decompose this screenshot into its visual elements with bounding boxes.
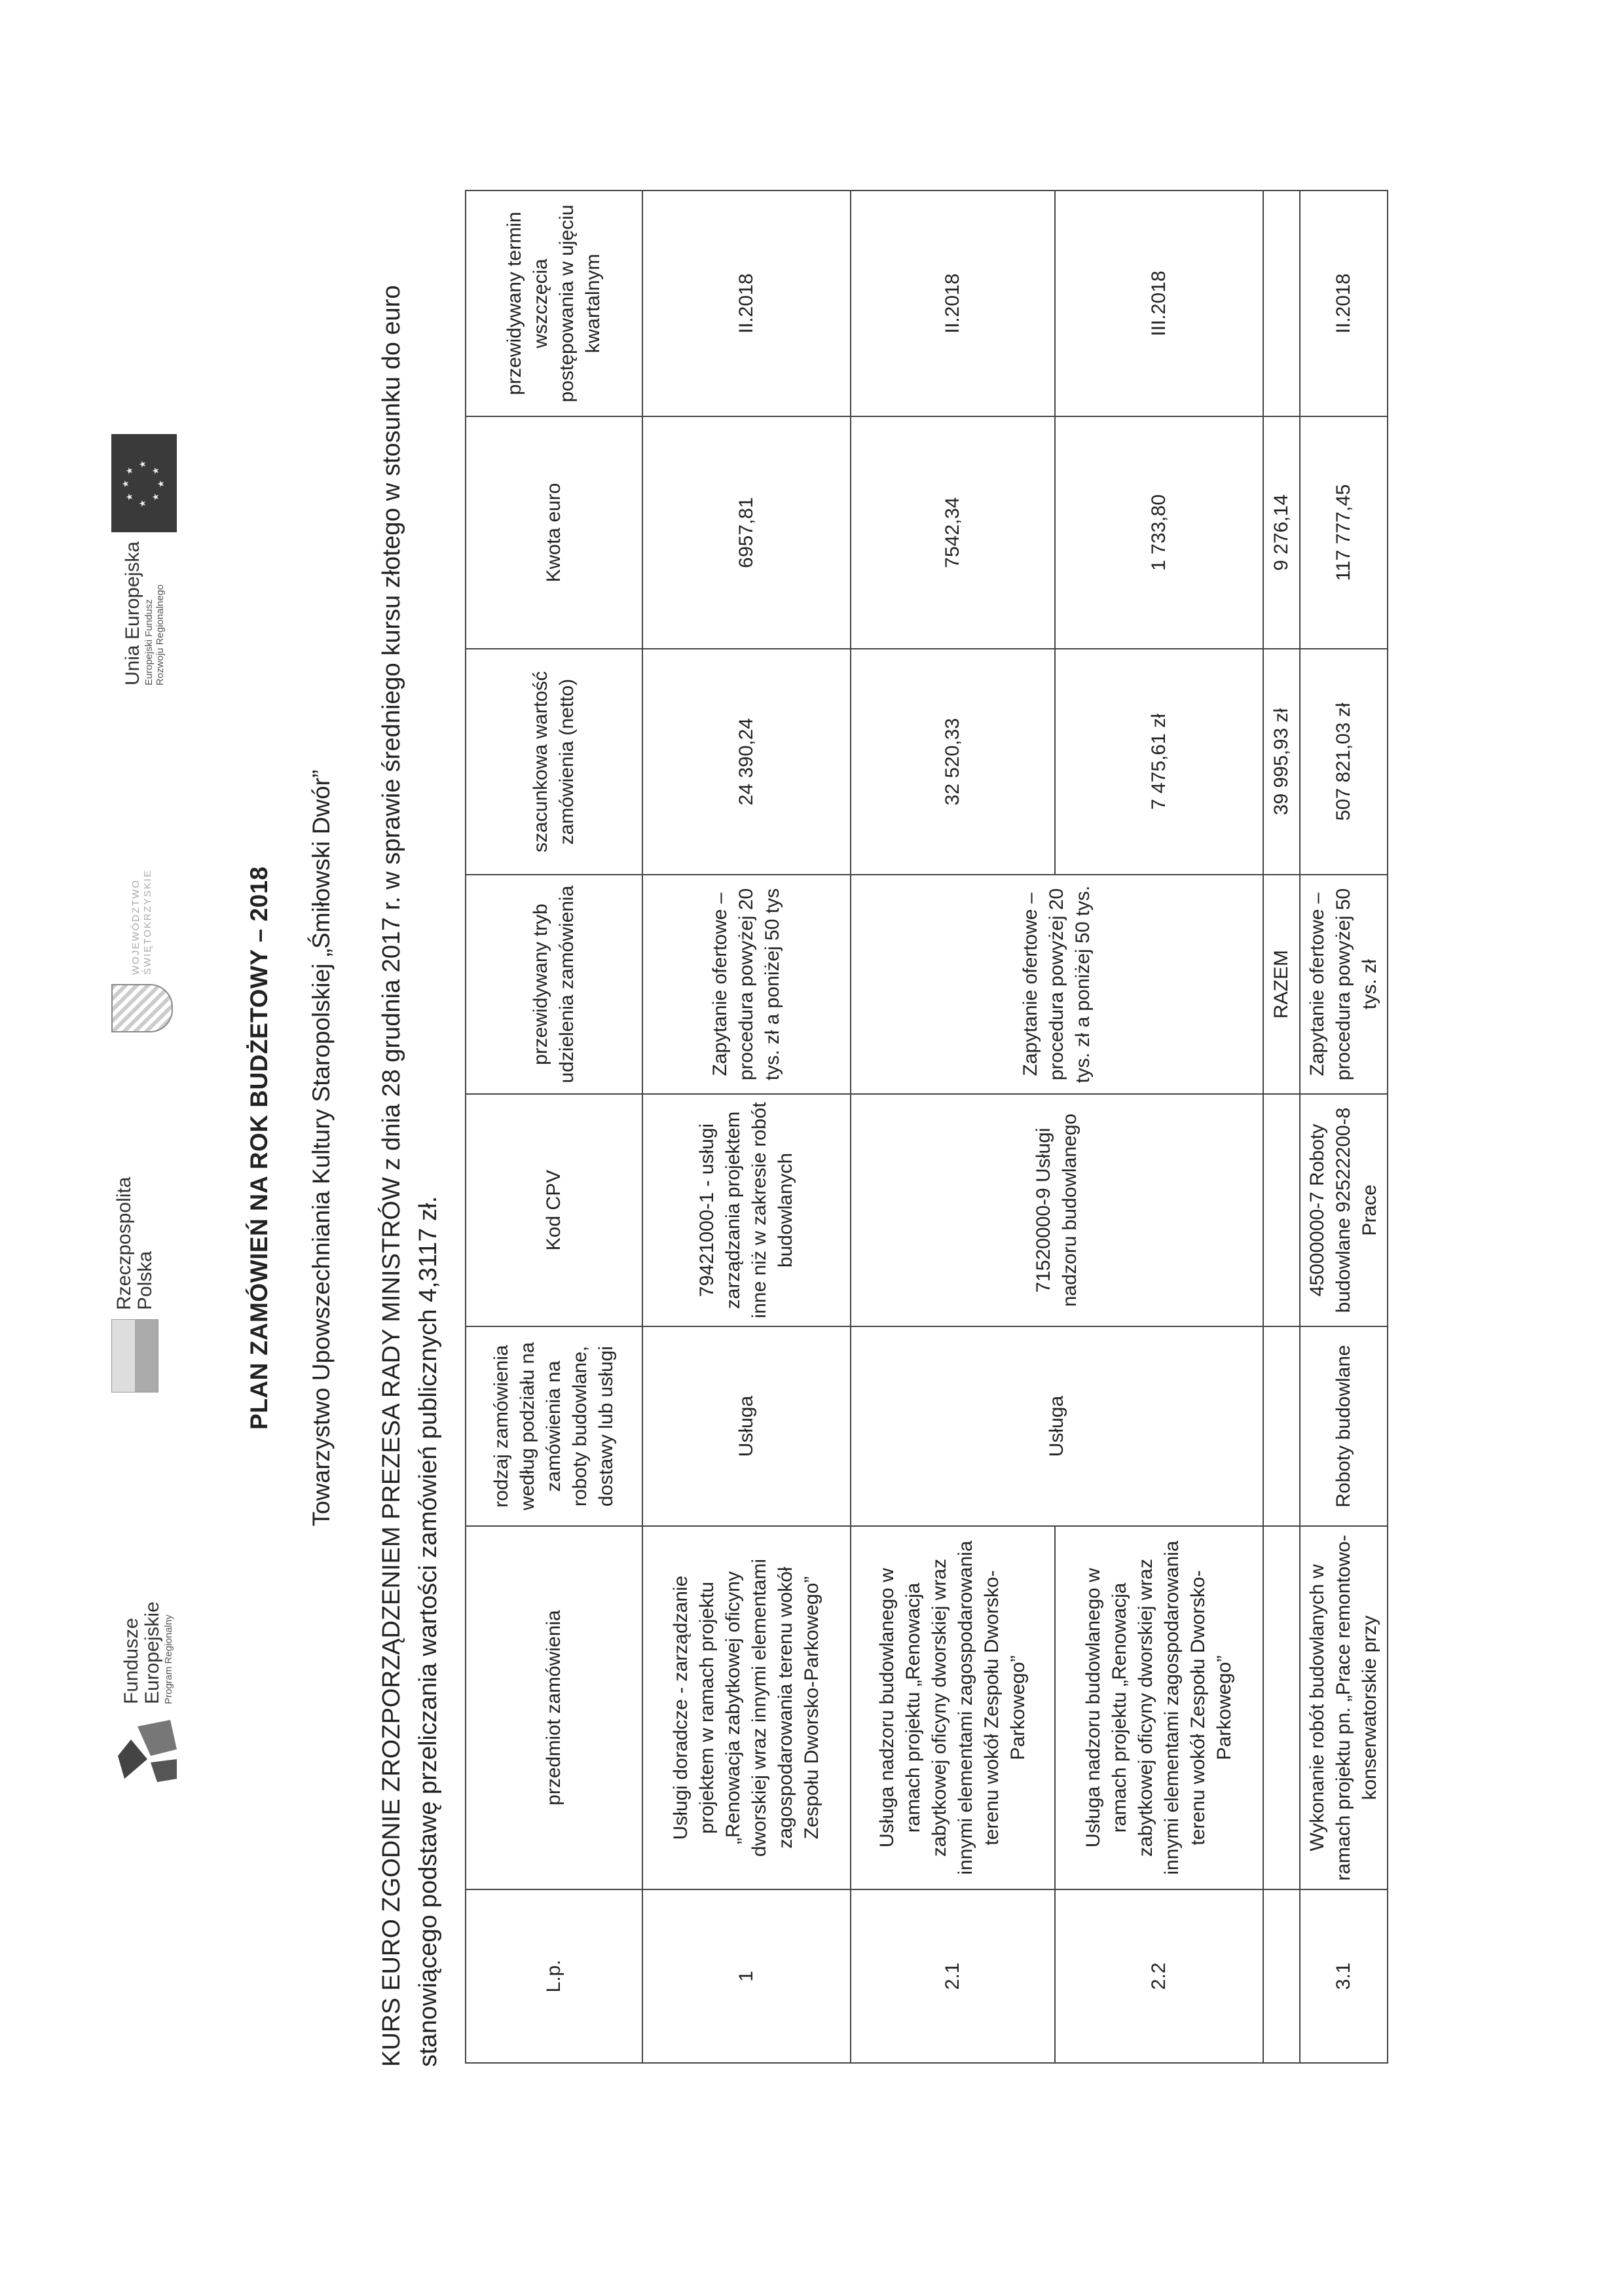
razem-empty-5: [1263, 191, 1300, 416]
eu-flag-icon: ★ ★ ★ ★ ★ ★ ★ ★: [111, 434, 177, 532]
fe-sub: Program Regionalny: [162, 1614, 174, 1704]
fe-star-icon: [111, 1713, 183, 1785]
header-wartosc: szacunkowa wartość zamówienia (netto): [466, 649, 642, 875]
row1-rodzaj: Usługa: [642, 1326, 851, 1526]
razem-row: [1263, 191, 1300, 2063]
header-cpv: Kod CPV: [466, 1094, 642, 1326]
row31-cpv: 45000000-7 Roboty budowlane 92522200-8 Prace: [1300, 1094, 1388, 1326]
row31-tryb: Zapytanie ofertowe – procedura powyżej 50 tys. zł: [1300, 875, 1388, 1094]
logo-row: [111, 345, 216, 1785]
table-header-row: [466, 191, 642, 2063]
rp-line2: Polska: [134, 1250, 156, 1310]
row31-euro: 117 777,45: [1300, 416, 1388, 649]
row21-wartosc: 32 520,33: [851, 649, 1055, 875]
wojewodztwo-logo: [111, 869, 173, 1032]
row31-wartosc: 507 821,03 zł: [1300, 649, 1388, 875]
razem-empty-3: [1263, 1326, 1300, 1526]
ue-sub2: Rozwoju Regionalnego: [155, 584, 166, 685]
row22-wartosc: 7 475,61 zł: [1055, 649, 1263, 875]
page-subtitle: Towarzystwo Upowszechniania Kultury Staropolskiej „Śmiłowski Dwór”: [308, 769, 335, 1527]
coat-of-arms-icon: [111, 984, 173, 1032]
row22-lp: 2.2: [1055, 1889, 1263, 2063]
woj-line2: ŚWIĘTOKRZYSKIE: [142, 869, 153, 975]
row21-euro: 7542,34: [851, 416, 1055, 649]
header-tryb: przewidywany tryb udzielenia zamówienia: [466, 875, 642, 1094]
table-row: [1300, 191, 1388, 2063]
row1-euro: 6957,81: [642, 416, 851, 649]
row31-przedmiot: Wykonanie robót budowlanych w ramach projektu pn. „Prace remontowo-konserwatorskie przy: [1300, 1526, 1388, 1889]
row1-tryb: Zapytanie ofertowe – procedura powyżej 20 tys. zł a poniżej 50 tys: [642, 875, 851, 1094]
ue-sub1: Europejski Fundusz: [143, 599, 155, 685]
row31-rodzaj: Roboty budowlane: [1300, 1326, 1388, 1526]
razem-empty-1: [1263, 1889, 1300, 2063]
row1-wartosc: 24 390,24: [642, 649, 851, 875]
row21-termin: II.2018: [851, 191, 1055, 416]
woj-line1: WOJEWÓDZTWO: [130, 879, 141, 975]
header-lp: L.p.: [466, 1889, 642, 2063]
row22-termin: III.2018: [1055, 191, 1263, 416]
razem-empty-2: [1263, 1526, 1300, 1889]
razem-wartosc: 39 995,93 zł: [1263, 649, 1300, 875]
rp-line1: Rzeczpospolita: [113, 1176, 135, 1310]
fe-line1: Fundusze: [120, 1618, 142, 1704]
exchange-rate-note: KURS EURO ZGODNIE ZROZPORZĄDZENIEM PREZESA RADY MINISTRÓW z dnia 28 grudnia 2017 r. w sprawie średniego kursu złotego w stosunku do euro stanowiącego podstawę przeliczania wartości zamówień publicznych 4,3117 zł.: [378, 285, 442, 2067]
row2-tryb: Zapytanie ofertowe – procedura powyżej 20 tys. zł a poniżej 50 tys.: [851, 875, 1263, 1094]
header-euro: Kwota euro: [466, 416, 642, 649]
row2-rodzaj: Usługa: [851, 1326, 1263, 1526]
row1-cpv: 79421000-1 - usługi zarządzania projektem inne niż w zakresie robót budowlanych: [642, 1094, 851, 1326]
row21-przedmiot: Usługa nadzoru budowlanego w ramach projektu „Renowacja zabytkowej oficyny dworskiej wraz innymi elementami zagospodarowania terenu wokół Zespołu Dworsko-Parkowego”: [851, 1526, 1055, 1889]
fe-line2: Europejskie: [141, 1601, 163, 1704]
row22-przedmiot: Usługa nadzoru budowlanego w ramach projektu „Renowacja zabytkowej oficyny dworskiej wraz innymi elementami zagospodarowania terenu wokół Zespołu Dworsko-Parkowego”: [1055, 1526, 1263, 1889]
row31-lp: 3.1: [1300, 1889, 1388, 2063]
procurement-plan-table: [465, 190, 1388, 2064]
row22-euro: 1 733,80: [1055, 416, 1263, 649]
page-title: PLAN ZAMÓWIEŃ NA ROK BUDŻETOWY – 2018: [246, 866, 272, 1430]
razem-empty-4: [1263, 1094, 1300, 1326]
row21-lp: 2.1: [851, 1889, 1055, 2063]
header-rodzaj: rodzaj zamówienia według podziału na zamówienia na roboty budowlane, dostawy lub usługi: [466, 1326, 642, 1526]
row1-termin: II.2018: [642, 191, 851, 416]
ue-line1: Unia Europejska: [122, 541, 143, 685]
table-row: [642, 191, 851, 2063]
polish-flag-icon: [111, 1319, 158, 1393]
row31-termin: II.2018: [1300, 191, 1388, 416]
header-przedmiot: przedmiot zamówienia: [466, 1526, 642, 1889]
razem-euro: 9 276,14: [1263, 416, 1300, 649]
row2-cpv: 71520000-9 Usługi nadzoru budowlanego: [851, 1094, 1263, 1326]
header-termin: przewidywany termin wszczęcia postępowania w ujęciu kwartalnym: [466, 191, 642, 416]
table-row: [851, 191, 1055, 2063]
unia-europejska-logo: [111, 434, 177, 685]
rzeczpospolita-logo: [111, 1177, 158, 1393]
fundusze-europejskie-logo: [111, 1601, 183, 1785]
row1-lp: 1: [642, 1889, 851, 2063]
row1-przedmiot: Usługi doradcze - zarządzanie projektem w ramach projektu „Renowacja zabytkowej oficyny dworskiej wraz innymi elementami zagospodarowania terenu wokół Zespołu Dworsko-Parkowego”: [642, 1526, 851, 1889]
razem-label: RAZEM: [1263, 875, 1300, 1094]
